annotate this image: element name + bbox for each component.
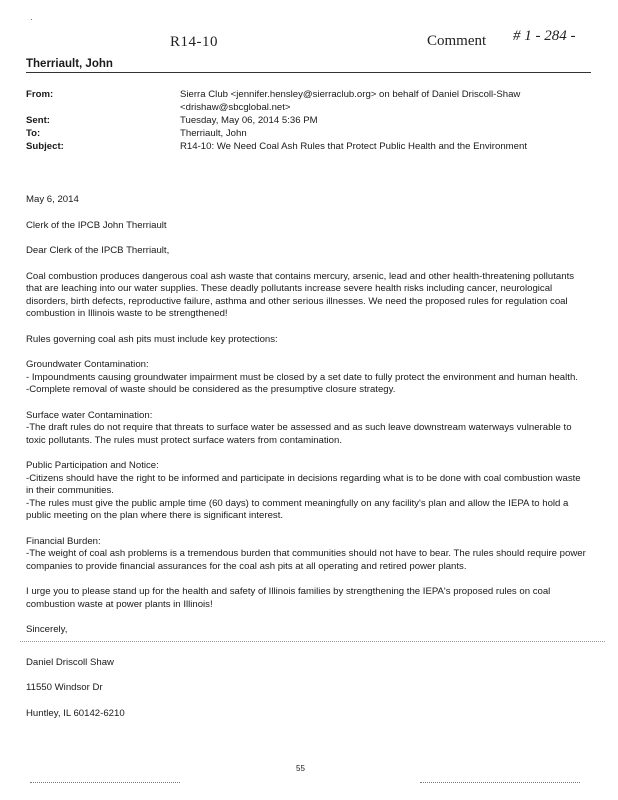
signature-address-line2: Huntley, IL 60142-6210	[26, 707, 125, 719]
to-label: To:	[26, 128, 41, 139]
rules-intro: Rules governing coal ash pits must include key protections:	[26, 333, 278, 345]
groundwater-section	[26, 359, 586, 397]
scan-dotted-line	[20, 641, 605, 642]
subject-value: R14-10: We Need Coal Ash Rules that Protect Public Health and the Environment	[180, 141, 527, 152]
intro-paragraph: Coal combustion produces dangerous coal ash waste that contains mercury, arsenic, lead and other health-threatening pollutants that are leaching into our water supplies. These deadly pollutants increase severe health risks including cancer, neurological disorders, birth defects, reproductive failure, asthma and other serious illnesses. We need the proposed rules for regulation coal combustion in Illinois waste to be strengthened!	[26, 270, 575, 319]
docket-stamp: R14-10	[170, 34, 218, 50]
sent-value: Tuesday, May 06, 2014 5:36 PM	[180, 115, 318, 126]
footer-rule-right	[420, 782, 580, 783]
public-participation-title: Public Participation and Notice:	[26, 460, 159, 471]
letter-salutation: Dear Clerk of the IPCB Therriault,	[26, 245, 170, 256]
sent-label: Sent:	[26, 115, 50, 126]
financial-burden-title: Financial Burden:	[26, 535, 101, 547]
groundwater-point-1: - Impoundments causing groundwater impairment must be closed by a set date to fully protect the environment and human health.	[26, 371, 578, 383]
surface-water-title: Surface water Contamination:	[26, 409, 153, 421]
public-participation-section	[26, 460, 586, 523]
comment-number-stamp: # 1 - 284 -	[513, 28, 576, 44]
page-number: 55	[296, 764, 305, 773]
letter-body	[26, 194, 586, 733]
letter-date: May 6, 2014	[26, 194, 79, 205]
groundwater-point-2: -Complete removal of waste should be considered as the presumptive closure strategy.	[26, 384, 396, 395]
letter-recipient: Clerk of the IPCB John Therriault	[26, 219, 167, 231]
from-value-line1: Sierra Club <jennifer.hensley@sierraclub.org> on behalf of Daniel Driscoll-Shaw	[180, 89, 521, 100]
signoff: Sincerely,	[26, 624, 68, 635]
header-divider	[26, 72, 591, 73]
to-value: Therriault, John	[180, 128, 247, 139]
mailbox-owner-name: Therriault, John	[26, 58, 113, 70]
financial-burden-point-1: -The weight of coal ash problems is a tremendous burden that communities should not have to bear. The rules should require power companies to provide financial assurances for the coal ash pits at all operating and retired power plants.	[26, 548, 586, 572]
subject-label: Subject:	[26, 141, 64, 152]
footer-rule-left	[30, 782, 180, 783]
scan-mark: ·	[30, 15, 33, 24]
groundwater-title: Groundwater Contamination:	[26, 359, 149, 370]
from-value-line2: <drishaw@sbcglobal.net>	[180, 102, 291, 113]
public-participation-point-1: -Citizens should have the right to be informed and participate in decisions regarding what is to be done with coal combustion waste in their communities.	[26, 472, 581, 496]
closing-paragraph: I urge you to please stand up for the health and safety of Illinois families by strengthening the IEPA's proposed rules on coal combustion waste at power plants in Illinois!	[26, 586, 551, 610]
signature-name: Daniel Driscoll Shaw	[26, 656, 114, 668]
financial-burden-section	[26, 536, 586, 574]
from-label: From:	[26, 89, 54, 100]
signature-address-line1: 11550 Windsor Dr	[26, 682, 103, 693]
comment-stamp: Comment	[427, 33, 487, 49]
surface-water-point-1: -The draft rules do not require that threats to surface water be assessed and as such leave downstream waterways vulnerable to toxic pollutants. The rules must protect surface waters from contamination.	[26, 422, 572, 446]
public-participation-point-2: -The rules must give the public ample time (60 days) to comment meaningfully on any facility's plan and allow the IEPA to hold a public meeting on the plan where there is significant interest.	[26, 497, 569, 521]
surface-water-section	[26, 410, 586, 448]
